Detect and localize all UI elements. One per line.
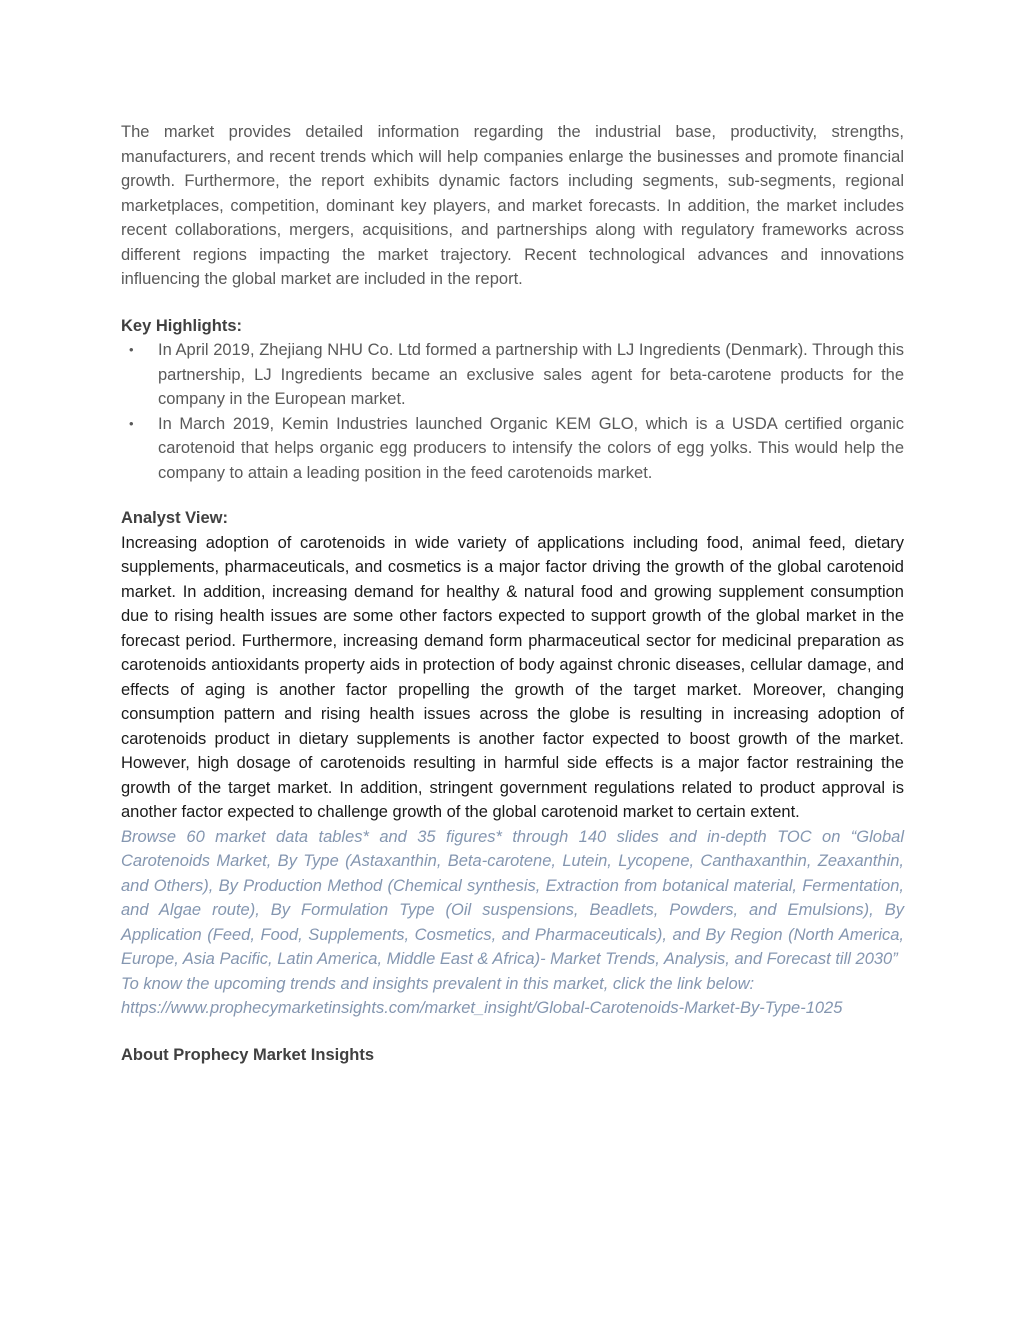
bullet-icon: • xyxy=(129,415,134,431)
intro-paragraph: The market provides detailed information regarding the industrial base, productivity, strengths, manufacturers, and recent trends which will help companies enlarge the businesses and promote financial growth. Furthermore, the report exhibits dynamic factors including segments, sub-segments, regional marketplaces, competition, dominant key players, and market forecasts. In addition, the market includes recent collaborations, mergers, acquisitions, and partnerships along with regulatory frameworks across different regions impacting the market trajectory. Recent technological advances and innovations influencing the global market are included in the report. xyxy=(121,123,904,288)
document-page xyxy=(121,120,904,1067)
analyst-view-body: Increasing adoption of carotenoids in wide variety of applications including food, animal feed, dietary supplements, pharmaceuticals, and cosmetics is a major factor driving the growth of the global carotenoid market. In addition, increasing demand for healthy & natural food and growing supplement consumption due to rising health issues are some other factors expected to support growth of the global market in the forecast period. Furthermore, increasing demand form pharmaceutical sector for medicinal preparation as carotenoids antioxidants property aids in protection of body against chronic diseases, cellular damage, and effects of aging is another factor propelling the growth of the target market. Moreover, changing consumption pattern and rising health issues across the globe is resulting in increasing adoption of carotenoids product in dietary supplements is another factor expected to boost growth of the market. However, high dosage of carotenoids resulting in harmful side effects is a major factor restraining the growth of the target market. In addition, stringent government regulations related to product approval is another factor expected to challenge growth of the global carotenoid market to certain extent. xyxy=(121,533,904,821)
list-item xyxy=(121,412,904,486)
cta-text: To know the upcoming trends and insights prevalent in this market, click the link below: xyxy=(121,974,755,993)
key-highlights-heading: Key Highlights: xyxy=(121,316,243,335)
list-item xyxy=(121,338,904,412)
bullet-icon: • xyxy=(129,342,134,357)
browse-report-text: Browse 60 market data tables* and 35 figures* through 140 slides and in-depth TOC on “Global Carotenoids Market, By Type (Astaxanthin, Beta-carotene, Lutein, Lycopene, Canthaxanthin, Zeaxanthin, and Others), By Production Method (Chemical synthesis, Extraction from botanical material, Fermentation, and Algae route), By Formulation Type (Oil suspensions, Beadlets, Powders, and Emulsions), By Application (Feed, Food, Supplements, Cosmetics, and Pharmaceuticals), and By Region (North America, Europe, Asia Pacific, Latin America, Middle East & Africa)- Market Trends, Analysis, and Forecast till 2030” xyxy=(121,827,904,968)
list-item-text: In April 2019, Zhejiang NHU Co. Ltd formed a partnership with LJ Ingredients (Denmark). Through this partnership, LJ Ingredients became an exclusive sales agent for beta-carotene products for the company in the European market. xyxy=(158,341,904,408)
report-link[interactable]: https://www.prophecymarketinsights.com/market_insight/Global-Carotenoids-Market-By-Type-1025 xyxy=(121,999,843,1017)
about-heading: About Prophecy Market Insights xyxy=(121,1045,375,1064)
analyst-view-heading: Analyst View: xyxy=(121,509,228,527)
key-highlights-list xyxy=(121,338,904,485)
list-item-text: In March 2019, Kemin Industries launched Organic KEM GLO, which is a USDA certified organic carotenoid that helps organic egg producers to intensify the colors of egg yolks. This would help the company to attain a leading position in the feed carotenoids market. xyxy=(158,414,904,482)
